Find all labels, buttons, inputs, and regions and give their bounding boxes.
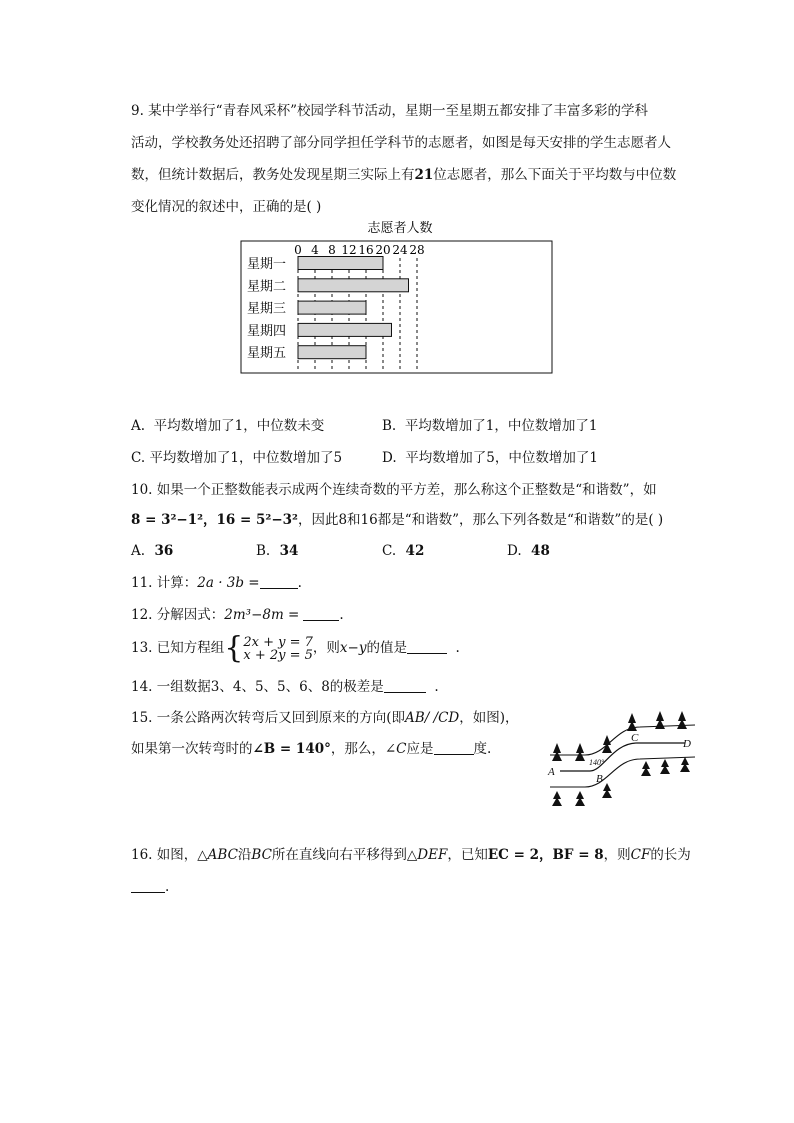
- x-tick-label: 0: [294, 243, 302, 257]
- q10-line2-text: ，因此8和16都是“和谐数”，那么下列各数是“和谐数”的是( ): [297, 512, 664, 528]
- tree-icon: [660, 759, 670, 774]
- q16-triangle-def: △DEF: [406, 847, 448, 863]
- chart-frame: [241, 241, 552, 373]
- tree-icon: [552, 743, 562, 761]
- tree-icon: [680, 757, 690, 772]
- volunteer-bar-chart: [240, 218, 556, 378]
- tree-icon: [602, 783, 612, 798]
- x-tick-label: 4: [311, 243, 319, 257]
- q9-line4: 变化情况的叙述中，正确的是( ): [131, 199, 322, 215]
- option-text: 平均数增加了1，中位数未变: [153, 418, 325, 434]
- q11-prefix: 11. 计算：: [131, 575, 198, 591]
- q15-text-2f: 度.: [473, 741, 492, 757]
- tree-icon: [655, 711, 665, 729]
- q10-option-c: [382, 541, 424, 561]
- q9-option-d: [382, 448, 598, 468]
- label-a: A: [548, 766, 555, 778]
- q16-triangle-abc: △ABC: [197, 847, 238, 863]
- q14-answer-blank[interactable]: [384, 678, 426, 693]
- q16-line1: [131, 845, 691, 865]
- q12: 12. 分解因式：2m³−8m = .: [131, 607, 344, 623]
- q16-segment-cf: CF: [630, 847, 651, 863]
- category-label: 星期四: [247, 323, 287, 339]
- option-label: A.: [131, 418, 146, 434]
- tree-icon: [641, 761, 651, 776]
- q13-prefix: 13. 已知方程组: [131, 640, 225, 656]
- label-b: B: [596, 773, 603, 785]
- option-label: A.: [131, 543, 146, 559]
- q10-line1: 10. 如果一个正整数能表示成两个连续奇数的平方差，那么称这个正整数是“和谐数”，如: [131, 482, 657, 498]
- option-text: 平均数增加了5，中位数增加了1: [405, 450, 598, 466]
- q9-line1: 9. 某中学举行“青春风采杯”校园学科节活动，星期一至星期五都安排了丰富多彩的学科: [131, 103, 648, 119]
- q16-text-f: 的长为: [650, 847, 691, 863]
- q15-answer-blank[interactable]: [434, 740, 474, 755]
- tree-icon: [602, 735, 612, 753]
- x-tick-label: 16: [358, 243, 374, 257]
- q16-given-values: EC = 2，BF = 8: [487, 847, 604, 863]
- option-label: D.: [382, 450, 397, 466]
- q16-text-d: ，已知: [447, 847, 488, 863]
- q15-line2: [131, 739, 491, 759]
- q9-line3-text-a: 数，但统计数据后，教务处发现星期三实际上有: [131, 167, 415, 183]
- q16-answer-blank[interactable]: [131, 878, 165, 893]
- equation-a: 2x + y = 7: [243, 634, 313, 650]
- option-label: B.: [382, 418, 397, 434]
- q15-text-2a: 如果第一次转弯时的: [131, 741, 253, 757]
- road-edge-top: [550, 725, 695, 755]
- q10-option-d: [507, 541, 550, 561]
- q13-answer-blank[interactable]: [407, 639, 447, 654]
- chart-title: 志愿者人数: [367, 221, 433, 236]
- q16-text-e: ，则: [603, 847, 631, 863]
- q15-text-2e: 应是: [406, 741, 434, 757]
- option-text: 平均数增加了1，中位数增加了5: [149, 450, 343, 466]
- equation-system: [243, 636, 313, 662]
- q16-text-c: 所在直线向右平移得到: [271, 847, 407, 863]
- category-label: 星期三: [247, 301, 287, 317]
- tree-icon: [627, 713, 637, 731]
- option-text: 42: [405, 543, 425, 559]
- x-tick-label: 28: [409, 243, 425, 257]
- x-tick-label: 12: [341, 243, 357, 257]
- tree-icon: [575, 743, 585, 761]
- q9-line3: [131, 165, 676, 185]
- option-label: C.: [131, 450, 146, 466]
- q14-text: 14. 一组数据3、4、5、5、6、8的极差是: [131, 679, 384, 695]
- q15-angle-c: ∠C: [384, 741, 407, 757]
- q13-variable: x−y: [339, 640, 367, 656]
- q9-line3-text-b: 位志愿者，那么下面关于平均数与中位数: [433, 167, 677, 183]
- q13: 13. 已知方程组{2x + y = 7 x + 2y = 5，则x−y的值是 .: [131, 630, 460, 666]
- q15-text-a: 15. 一条公路两次转弯后又回到原来的方向(即: [131, 710, 406, 726]
- road-figure: [545, 707, 695, 807]
- q12-expression: 2m³−8m =: [224, 607, 300, 623]
- equation-b: x + 2y = 5: [243, 647, 313, 663]
- trees: [552, 711, 690, 806]
- category-label: 星期五: [247, 346, 287, 362]
- tree-icon: [677, 711, 687, 729]
- q11: 11. 计算：2a · 3b = .: [131, 575, 302, 591]
- bar-5: [298, 346, 366, 359]
- q9-option-a: [131, 416, 324, 436]
- bar-1: [298, 257, 383, 270]
- tree-icon: [552, 791, 562, 806]
- category-label: 星期二: [247, 279, 287, 295]
- q12-answer-blank[interactable]: [303, 606, 339, 621]
- q14: 14. 一组数据3、4、5、5、6、8的极差是 .: [131, 679, 439, 695]
- q9-option-b: [382, 416, 598, 436]
- q13-mid: ，则: [312, 640, 340, 656]
- q16-line2: .: [131, 877, 169, 897]
- option-label: C.: [382, 543, 397, 559]
- brace: {: [224, 630, 244, 666]
- label-c: C: [631, 732, 639, 744]
- q10-option-b: [256, 541, 298, 561]
- q16-text-b: 沿: [237, 847, 252, 863]
- road-edge-bottom: [550, 757, 695, 787]
- q11-expression: 2a · 3b =: [197, 575, 260, 591]
- q10-option-a: [131, 541, 173, 561]
- q9-line3-number: 21: [414, 167, 434, 183]
- bar-3: [298, 301, 366, 314]
- q9-option-c: [131, 448, 342, 468]
- q15-line1: [131, 708, 519, 728]
- q16-text-a: 16. 如图，: [131, 847, 198, 863]
- bar-2: [298, 279, 409, 292]
- q12-prefix: 12. 分解因式：: [131, 607, 225, 623]
- option-text: 36: [154, 543, 174, 559]
- bar-4: [298, 323, 392, 336]
- angle-label: 140°: [589, 758, 605, 767]
- q16-segment-bc: BC: [251, 847, 272, 863]
- x-tick-label: 8: [328, 243, 336, 257]
- q9-line2: 活动，学校教务处还招聘了部分同学担任学科节的志愿者，如图是每天安排的学生志愿者人: [131, 135, 671, 151]
- x-tick-label: 24: [392, 243, 408, 257]
- category-label: 星期一: [247, 257, 287, 272]
- q15-parallel: AB/ /CD: [405, 710, 460, 726]
- q11-answer-blank[interactable]: [260, 574, 298, 589]
- q15-angle-b: ∠B = 140°: [252, 741, 331, 757]
- q15-text-c: ，如图)，: [459, 710, 519, 726]
- q10-line2: [131, 510, 663, 530]
- q15-text-2c: ，那么，: [330, 741, 385, 757]
- option-label: D.: [507, 543, 522, 559]
- tree-icon: [575, 791, 585, 806]
- x-tick-label: 20: [375, 243, 391, 257]
- q10-equation: 8 = 3²−1²，16 = 5²−3²: [131, 512, 298, 528]
- option-text: 34: [279, 543, 299, 559]
- option-text: 48: [531, 543, 550, 559]
- label-d: D: [683, 738, 691, 750]
- q13-suffix: 的值是: [366, 640, 407, 656]
- option-label: B.: [256, 543, 271, 559]
- option-text: 平均数增加了1，中位数增加了1: [404, 418, 598, 434]
